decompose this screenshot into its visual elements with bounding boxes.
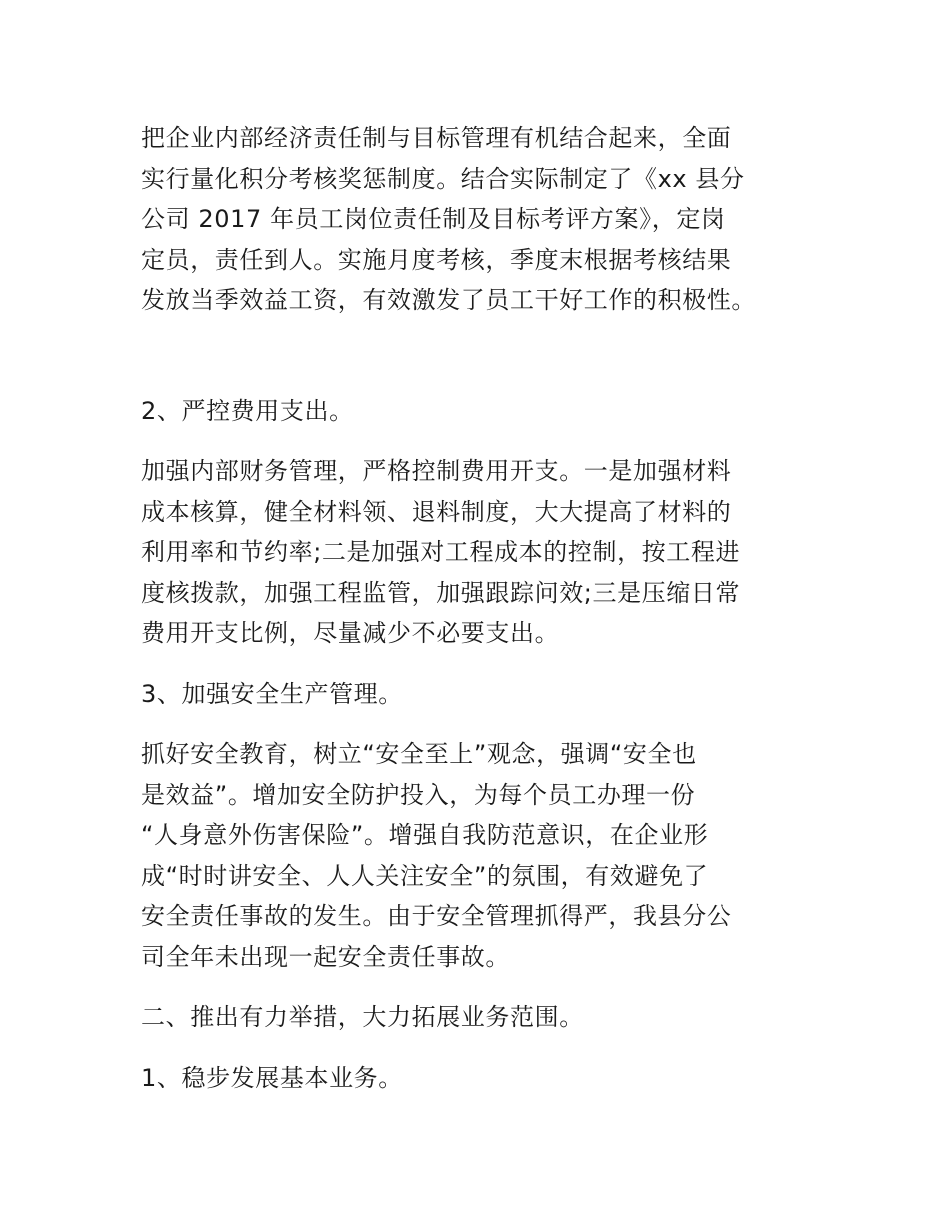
paragraph-responsibility-system (141, 118, 811, 321)
text-line: 把企业内部经济责任制与目标管理有机结合起来，全面 (141, 124, 732, 152)
heading-cost-control (141, 391, 811, 432)
text-line: 安全责任事故的发生。由于安全管理抓得严，我县分公 (141, 902, 732, 930)
spacer (141, 714, 811, 734)
text-line: 公司 2017 年员工岗位责任制及目标考评方案》，定岗 (141, 205, 726, 233)
heading-basic-business (141, 1058, 811, 1099)
paragraph-safety-management (141, 734, 811, 977)
spacer (141, 1038, 811, 1058)
text-line: 成“时时讲安全、人人关注安全”的氛围，有效避免了 (141, 861, 709, 890)
text-line: 定员，责任到人。实施月度考核，季度末根据考核结果 (141, 245, 732, 274)
text-line: 利用率和节约率;二是加强对工程成本的控制，按工程进 (141, 538, 741, 566)
text-line: 费用开支比例，尽量减少不必要支出。 (141, 619, 560, 647)
spacer (141, 977, 811, 997)
text-line: 是效益”。增加安全防护投入，为每个员工办理一份 (141, 780, 696, 809)
heading-text: 3、加强安全生产管理。 (141, 679, 403, 708)
heading-text: 1、稳步发展基本业务。 (141, 1063, 403, 1092)
heading-section-two (141, 997, 811, 1038)
spacer (141, 654, 811, 674)
spacer (141, 321, 811, 391)
document-body (141, 118, 811, 1098)
text-line: 司全年未出现一起安全责任事故。 (141, 942, 510, 971)
heading-safety-management (141, 674, 811, 715)
heading-text: 二、推出有力举措，大力拓展业务范围。 (141, 1003, 584, 1031)
text-line: 度核拨款，加强工程监管，加强跟踪问效;三是压缩日常 (141, 578, 741, 607)
heading-text: 2、严控费用支出。 (141, 396, 354, 425)
text-line: “人身意外伤害保险”。增强自我防范意识，在企业形 (141, 821, 709, 849)
paragraph-cost-control (141, 451, 811, 654)
text-line: 抓好安全教育，树立“安全至上”观念，强调“安全也 (141, 740, 697, 768)
text-line: 加强内部财务管理，严格控制费用开支。一是加强材料 (141, 457, 732, 485)
text-line: 实行量化积分考核奖惩制度。结合实际制定了《xx 县分 (141, 164, 745, 193)
spacer (141, 431, 811, 451)
text-line: 发放当季效益工资，有效激发了员工干好工作的积极性。 (141, 286, 756, 314)
text-line: 成本核算，健全材料领、退料制度，大大提高了材料的 (141, 497, 732, 526)
